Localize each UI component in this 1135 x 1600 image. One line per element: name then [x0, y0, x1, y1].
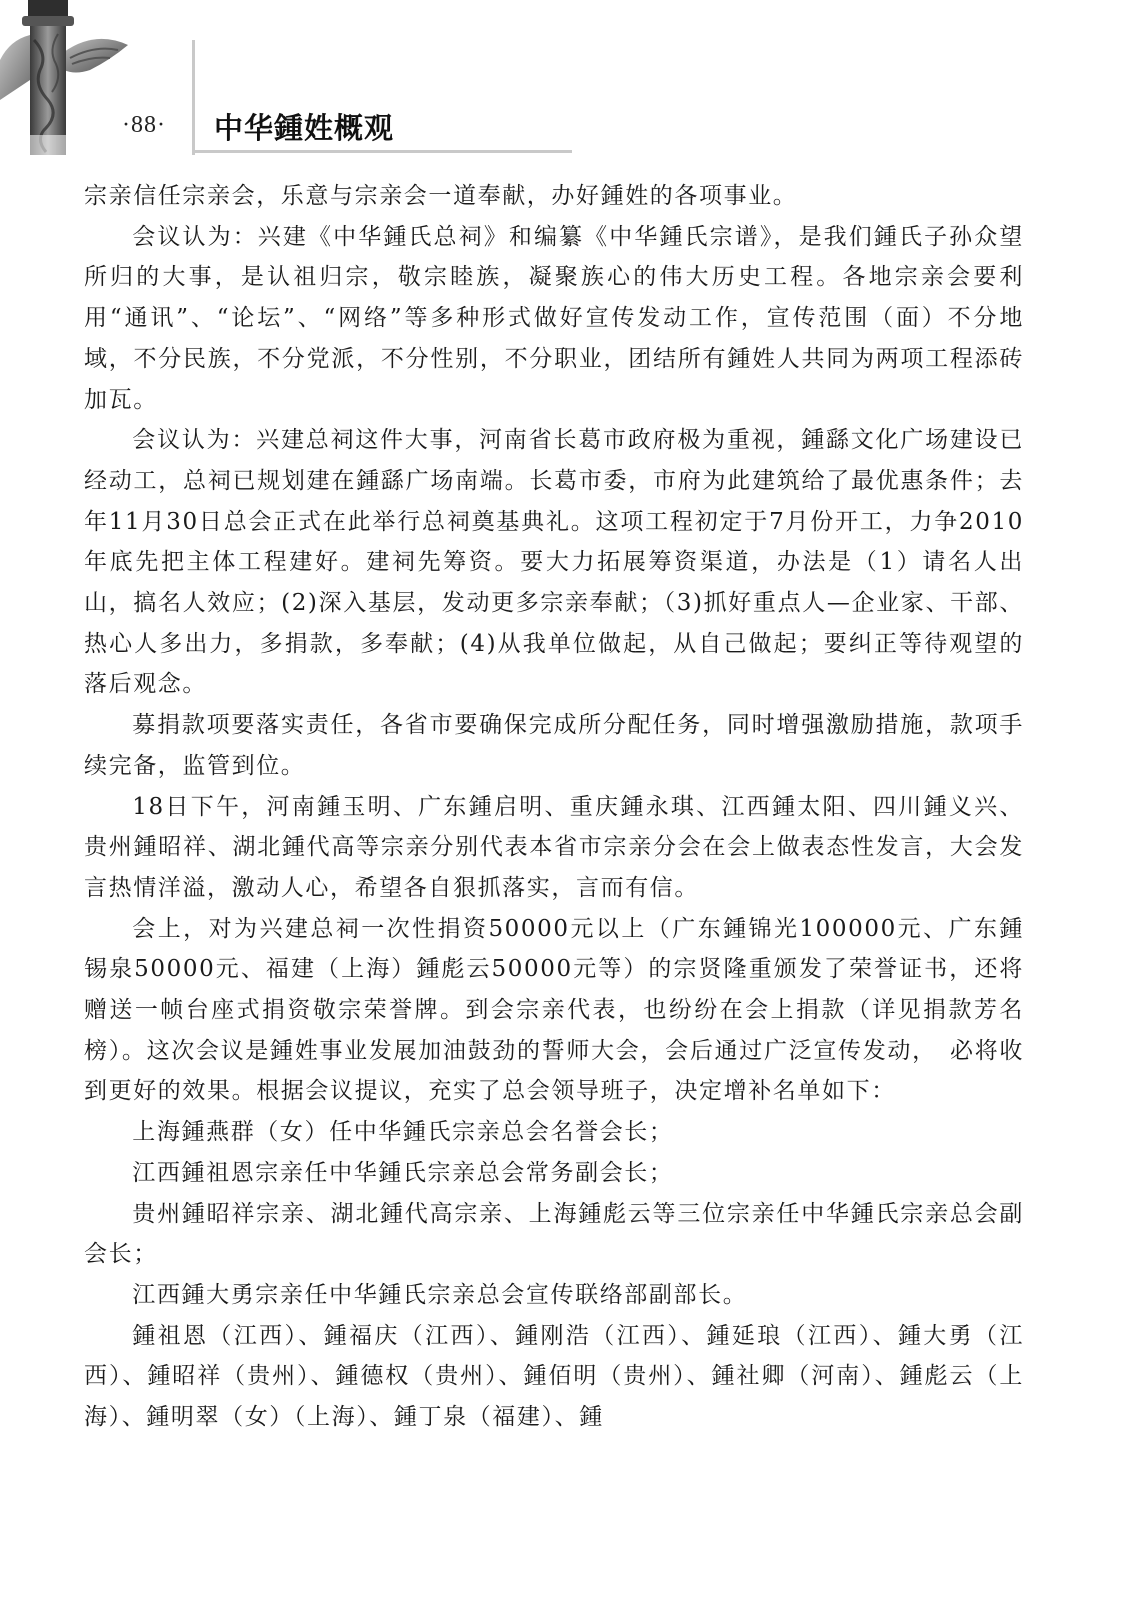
running-book-title: 中华鍾姓概观 [214, 111, 395, 145]
header-vertical-rule [192, 40, 195, 155]
paragraph: 会议认为：兴建总祠这件大事，河南省长葛市政府极为重视，鍾繇文化广场建设已经动工，总祠已规划建在鍾繇广场南端。长葛市委，市府为此建筑给了最优惠条件；去年11月30日总会正式在此举行总祠奠基典礼。这项工程初定于7月份开工，力争2010年底先把主体工程建好。建祠先筹资。要大力拓展筹资渠道，办法是（1）请名人出山，搞名人效应；(2)深入基层，发动更多宗亲奉献；（3)抓好重点人—企业家、干部、热心人多出力，多捐款，多奉献；(4)从我单位做起，从自己做起；要纠正等待观望的落后观念。 [84, 427, 1024, 698]
paragraph: 募捐款项要落实责任，各省市要确保完成所分配任务，同时增强激励措施，款项手续完备，监管到位。 [84, 712, 1024, 779]
page-header [0, 0, 1135, 160]
paragraph: 宗亲信任宗亲会，乐意与宗亲会一道奉献，办好鍾姓的各项事业。 [84, 183, 798, 209]
paragraph: 会上，对为兴建总祠一次性捐资50000元以上（广东鍾锦光100000元、广东鍾锡泉50000元、福建（上海）鍾彪云50000元等）的宗贤隆重颁发了荣誉证书，还将赠送一帧台座式捐资敬宗荣誉牌。到会宗亲代表，也纷纷在会上捐款（详见捐款芳名榜）。这次会议是鍾姓事业发展加油鼓劲的誓师大会，会后通过广泛宣传发动， 必将收到更好的效果。根据会议提议，充实了总会领导班子，决定增补名单如下： [84, 915, 1024, 1105]
header-horizontal-rule [192, 150, 572, 153]
body-text [84, 176, 1024, 1438]
appointment-item: 贵州鍾昭祥宗亲、湖北鍾代高宗亲、上海鍾彪云等三位宗亲任中华鍾氏宗亲总会副会长； [84, 1200, 1024, 1268]
paragraph: 会议认为：兴建《中华鍾氏总祠》和编纂《中华鍾氏宗谱》，是我们鍾氏子孙众望所归的大事，是认祖归宗，敬宗睦族，凝聚族心的伟大历史工程。各地宗亲会要利用“通讯”、“论坛”、“网络”等多种形式做好宣传发动工作，宣传范围（面）不分地域，不分民族，不分党派，不分性别，不分职业，团结所有鍾姓人共同为两项工程添砖加瓦。 [84, 223, 1024, 413]
paragraph: 18日下午，河南鍾玉明、广东鍾启明、重庆鍾永琪、江西鍾太阳、四川鍾义兴、贵州鍾昭祥、湖北鍾代高等宗亲分别代表本省市宗亲分会在会上做表态性发言，大会发言热情洋溢，激动人心，希望各自狠抓落实，言而有信。 [84, 793, 1024, 901]
page-number: ·88· [122, 112, 166, 138]
member-name-list: 鍾祖恩（江西）、鍾福庆（江西）、鍾刚浩（江西）、鍾延琅（江西）、鍾大勇（江西）、鍾昭祥（贵州）、鍾德权（贵州）、鍾佰明（贵州）、鍾社卿（河南）、鍾彪云（上海）、鍾明翠（女）（上海）、鍾丁泉（福建）、鍾 [84, 1322, 1024, 1431]
appointment-item: 江西鍾大勇宗亲任中华鍾氏宗亲总会宣传联络部副部长。 [132, 1281, 748, 1308]
appointment-item: 江西鍾祖恩宗亲任中华鍾氏宗亲总会常务副会长； [132, 1159, 674, 1186]
appointment-item: 上海鍾燕群（女）任中华鍾氏宗亲总会名誉会长； [132, 1119, 674, 1146]
